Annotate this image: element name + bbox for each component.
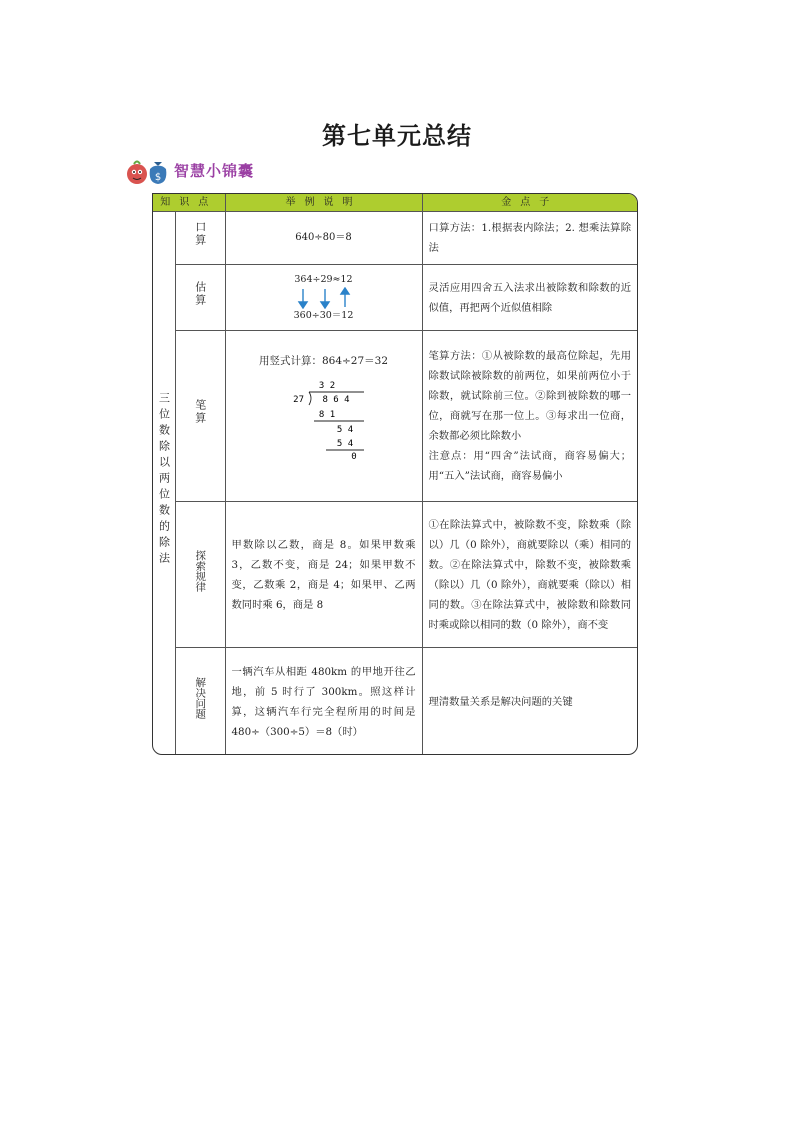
header-example: 举例说明 xyxy=(225,194,422,212)
ld-remainder: 0 xyxy=(350,452,357,462)
topic-label: 估算 xyxy=(193,280,207,307)
example-cell: 640÷80＝8 xyxy=(225,212,422,265)
written-example: 用竖式计算：864÷27＝32 xyxy=(258,355,389,367)
summary-table xyxy=(152,193,638,755)
topic-cell xyxy=(175,265,225,331)
topic-label: 解决问题 xyxy=(194,677,207,719)
long-division xyxy=(264,377,384,461)
topic-label: 探索规律 xyxy=(194,549,207,592)
tip-note: 注意点：用“四舍”法试商，商容易偏大；用“五入”法试商，商容易偏小 xyxy=(428,450,631,482)
example-cell xyxy=(225,331,422,502)
tip-cell: ①在除法算式中，被除数不变，除数乘（除以）几（0 除外），商就要除以（乘）相同的数。②在除法算式中，除数不变，被除数乘（除以）几（0 除外），商就要乘（除以）相同的数。③在除法算式中，被除数和除数同时乘或除以相同的数（0 除外），商不变 xyxy=(422,502,637,648)
tip-cell: 理清数量关系是解决问题的关键 xyxy=(422,648,637,756)
topic-cell xyxy=(175,212,225,265)
topic-label: 口算 xyxy=(193,221,207,248)
category-cell xyxy=(153,212,175,756)
topic-cell xyxy=(175,331,225,502)
tip-cell: 灵活应用四舍五入法求出被除数和除数的近似值，再把两个近似值相除 xyxy=(422,265,637,331)
rounding-arrows-icon xyxy=(289,287,359,309)
topic-label: 笔算 xyxy=(193,399,207,426)
example-cell xyxy=(225,265,422,331)
example-cell: 甲数除以乙数，商是 8。如果甲数乘 3，乙数不变，商是 24；如果甲数不变，乙数乘 2，商是 4；如果甲、乙两数同时乘 6，商是 8 xyxy=(225,502,422,648)
ld-quotient: 3 2 xyxy=(318,381,335,392)
ld-dividend: 8 6 4 xyxy=(321,395,350,406)
page-title: 第七单元总结 xyxy=(322,122,472,150)
ld-step3: 5 4 xyxy=(336,439,353,450)
tip-badge xyxy=(124,153,254,187)
money-bag-mascot-icon xyxy=(124,153,170,187)
category-label: 三位数除以两位数的除法 xyxy=(157,391,171,568)
svg-text:$: $ xyxy=(154,172,162,183)
example-cell: 一辆汽车从相距 480km 的甲地开往乙地，前 5 时行了 300km。照这样计算，这辆汽车行完全程所用的时间是 480÷（300÷5）＝8（时） xyxy=(225,648,422,756)
tip-method: 笔算方法：①从被除数的最高位除起，先用除数试除被除数的前两位，如果前两位小于除数，就试除前三位。②除到被除数的哪一位，商就写在那一位上。③每求出一位商，余数都必须比除数小 xyxy=(428,350,631,442)
ld-divisor: 27 xyxy=(292,395,304,406)
badge-label: 智慧小锦囊 xyxy=(174,161,255,180)
ld-step2: 5 4 xyxy=(336,425,353,436)
topic-cell xyxy=(175,648,225,756)
estimate-original: 364÷29≈12 xyxy=(294,273,353,285)
tip-cell xyxy=(422,331,637,502)
header-tips: 金点子 xyxy=(422,194,637,212)
estimate-approx: 360÷30＝12 xyxy=(293,309,354,321)
ld-step1: 8 1 xyxy=(318,410,335,421)
header-knowledge: 知识点 xyxy=(153,194,225,212)
tip-cell: 口算方法：1.根据表内除法；2. 想乘法算除法 xyxy=(422,212,637,265)
topic-cell xyxy=(175,502,225,648)
